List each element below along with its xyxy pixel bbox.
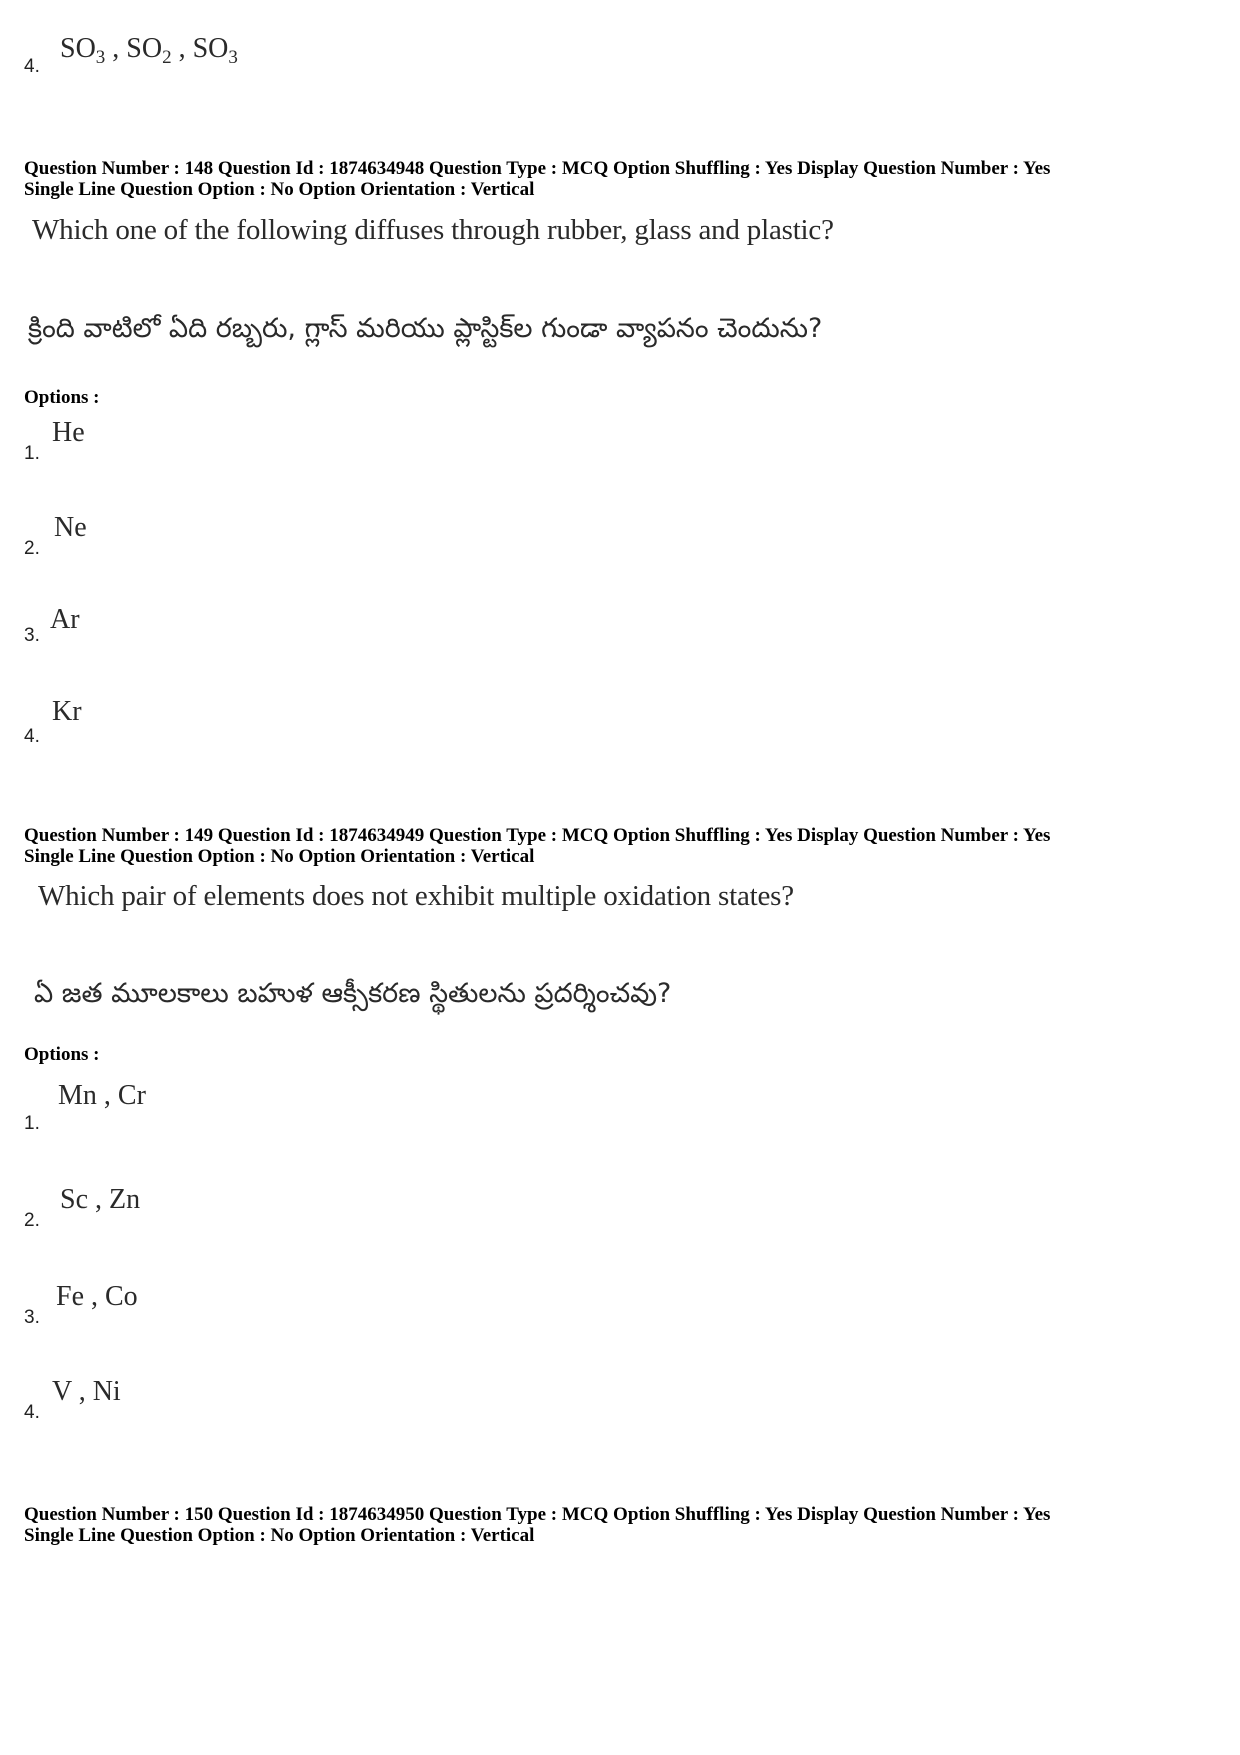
question-text-telugu: ఏ జత మూలకాలు బహుళ ఆక్సీకరణ స్థితులను ప్రదర్శించవు?	[34, 978, 672, 1009]
option-number: 1.	[24, 1113, 40, 1134]
option-number: 2.	[24, 538, 40, 559]
question-meta-line1: Question Number : 148 Question Id : 1874634948 Question Type : MCQ Option Shuffling : Yes Display Question Number : Yes	[24, 158, 1051, 179]
option-number: 1.	[24, 443, 40, 464]
question-meta-line1: Question Number : 150 Question Id : 1874634950 Question Type : MCQ Option Shuffling : Yes Display Question Number : Yes	[24, 1504, 1051, 1525]
options-label: Options :	[24, 1044, 100, 1065]
question-meta-line2: Single Line Question Option : No Option Orientation : Vertical	[24, 846, 535, 867]
option-number: 4.	[24, 726, 40, 747]
question-meta-line2: Single Line Question Option : No Option Orientation : Vertical	[24, 1525, 535, 1546]
option-number: 4.	[24, 1402, 40, 1423]
option-value: Kr	[52, 696, 82, 727]
option-number: 2.	[24, 1210, 40, 1231]
option-value: V , Ni	[52, 1376, 121, 1407]
option-value: $SO_3$ , $SO_2$ , $SO_3$	[60, 33, 238, 68]
option-value: Fe , Co	[56, 1281, 138, 1312]
option-number: 4.	[24, 56, 40, 77]
option-value: Ar	[50, 604, 80, 635]
option-value: Ne	[54, 512, 87, 543]
option-value: Sc , Zn	[60, 1184, 141, 1215]
question-meta-line1: Question Number : 149 Question Id : 1874634949 Question Type : MCQ Option Shuffling : Yes Display Question Number : Yes	[24, 825, 1051, 846]
option-number: 3.	[24, 625, 40, 646]
option-value: He	[52, 417, 85, 448]
question-text-telugu: క్రింది వాటిలో ఏది రబ్బరు, గ్లాస్ మరియు ప్లాస్టిక్‌ల గుండా వ్యాపనం చెందును?	[28, 313, 823, 344]
option-value: Mn , Cr	[58, 1080, 146, 1111]
option-number: 3.	[24, 1307, 40, 1328]
question-text-english: Which pair of elements does not exhibit multiple oxidation states?	[38, 880, 794, 912]
question-meta-line2: Single Line Question Option : No Option Orientation : Vertical	[24, 179, 535, 200]
question-text-english: Which one of the following diffuses through rubber, glass and plastic?	[32, 214, 834, 246]
options-label: Options :	[24, 387, 100, 408]
